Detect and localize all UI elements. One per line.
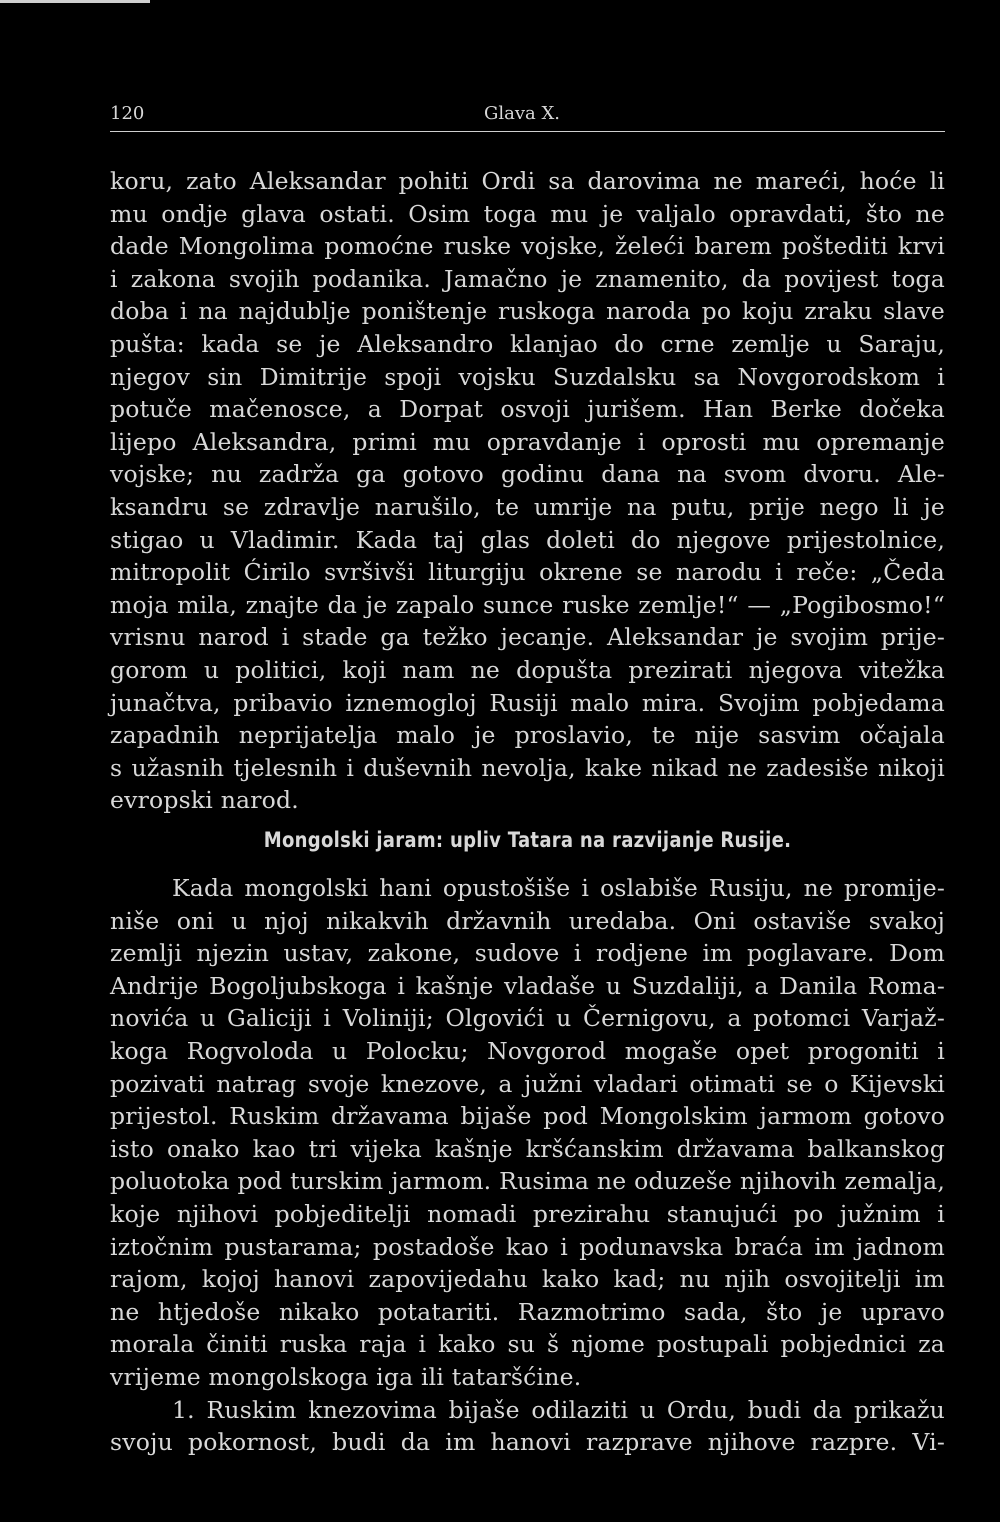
page-header bbox=[110, 103, 945, 129]
text-line: potuče mačenosce, a Dorpat osvoji jurišem. Han Berke dočeka bbox=[110, 395, 945, 424]
text-line: Kada mongolski hani opustošiše i oslabiše Rusiju, ne promije- bbox=[172, 874, 945, 902]
text-line: zapadnih neprijatelja malo je proslavio, te nije sasvim očajala bbox=[110, 721, 945, 750]
text-line: isto onako kao tri vijeka kašnje kršćanskim državama balkanskog bbox=[110, 1134, 945, 1163]
text-line: lijepo Aleksandra, primi mu opravdanje i oprosti mu opremanje bbox=[110, 427, 945, 456]
text-line: pušta: kada se je Aleksandro klanjao do crne zemlje u Saraju, bbox=[110, 329, 945, 358]
text-line: vrisnu narod i stade ga težko jecanje. Aleksandar je svojim prije- bbox=[110, 623, 945, 652]
text-line: stigao u Vladimir. Kada taj glas doleti do njegove prijestolnice, bbox=[110, 525, 945, 554]
text-line: koga Rogvoloda u Polocku; Novgorod mogaše opet progoniti i bbox=[110, 1036, 945, 1065]
text-line: pozivati natrag svoje knezove, a južni vladari otimati se o Kijevski bbox=[110, 1069, 945, 1098]
text-line: gorom u politici, koji nam ne dopušta prezirati njegova vitežka bbox=[110, 655, 945, 684]
text-line: novića u Galiciji i Voliniji; Olgovići u Černigovu, a potomci Varjaž- bbox=[110, 1004, 945, 1033]
text-line: i zakona svojih podanika. Jamačno je znamenito, da povijest toga bbox=[110, 264, 945, 293]
section-heading: Mongolski jaram: upliv Tatara na razvijanje Rusije. bbox=[263, 828, 792, 852]
paragraph-2 bbox=[110, 872, 945, 1459]
text-line: doba i na najdublje poništenje ruskoga naroda po koju zraku slave bbox=[110, 297, 945, 326]
text-line: dade Mongolima pomoćne ruske vojske, želeći barem poštediti krvi bbox=[110, 232, 945, 261]
scan-edge-mark bbox=[0, 0, 150, 3]
text-line: rajom, kojoj hanovi zapovijedahu kako kad; nu njih osvojitelji im bbox=[110, 1265, 945, 1294]
text-line: moja mila, znajte da je zapalo sunce ruske zemlje!“ — „Pogibosmo!“ bbox=[110, 590, 945, 619]
text-line: niše oni u njoj nikakvih državnih uredaba. Oni ostaviše svakoj bbox=[110, 906, 945, 935]
text-line: svoju pokornost, budi da im hanovi razprave njihove razpre. Vi- bbox=[110, 1428, 945, 1457]
text-line: morala činiti ruska raja i kako su š njome postupali pobjednici za bbox=[110, 1330, 945, 1359]
text-line: mitropolit Ćirilo svršivši liturgiju okrene se narodu i reče: „Čeda bbox=[110, 558, 945, 587]
text-line: vrijeme mongolskoga iga ili tataršćine. bbox=[110, 1362, 582, 1391]
running-head: Glava X. bbox=[484, 103, 561, 124]
text-line: koje njihovi pobjeditelji nomadi prezirahu stanujući po južnim i bbox=[110, 1199, 945, 1228]
text-line: zemlji njezin ustav, zakone, sudove i rodjene im poglavare. Dom bbox=[110, 939, 945, 968]
text-line: prijestol. Ruskim državama bijaše pod Mongolskim jarmom gotovo bbox=[110, 1102, 945, 1131]
text-line: 1. Ruskim knezovima bijaše odilaziti u Ordu, budi da prikažu bbox=[172, 1395, 945, 1424]
paragraph-1 bbox=[110, 165, 945, 817]
text-line: s užasnih tjelesnih i duševnih nevolja, kake nikad ne zadesiše nikoji bbox=[110, 753, 945, 782]
text-line: poluotoka pod turskim jarmom. Rusima ne oduzeše njihovih zemalja, bbox=[110, 1167, 945, 1196]
text-line: koru, zato Aleksandar pohiti Ordi sa darovima ne mareći, hoće li bbox=[110, 167, 945, 195]
text-line: ne htjedoše nikako potatariti. Razmotrimo sada, što je upravo bbox=[110, 1297, 945, 1326]
page-number: 120 bbox=[110, 103, 145, 124]
text-line: mu ondje glava ostati. Osim toga mu je valjalo opravdati, što ne bbox=[110, 199, 945, 228]
text-line: evropski narod. bbox=[110, 786, 299, 815]
text-line: iztočnim pustarama; postadoše kao i podunavska braća im jadnom bbox=[110, 1232, 945, 1261]
text-line: vojske; nu zadrža ga gotovo godinu dana na svom dvoru. Ale- bbox=[110, 460, 945, 489]
header-rule bbox=[110, 131, 945, 132]
text-line: ksandru se zdravlje narušilo, te umrije na putu, prije nego li je bbox=[110, 492, 945, 521]
text-line: Andrije Bogoljubskoga i kašnje vladaše u Suzdaliji, a Danila Roma- bbox=[110, 971, 945, 1000]
text-line: njegov sin Dimitrije spoji vojsku Suzdalsku sa Novgorodskom i bbox=[110, 362, 945, 391]
text-line: junačtva, pribavio iznemogloj Rusiji malo mira. Svojim pobjedama bbox=[110, 688, 945, 717]
